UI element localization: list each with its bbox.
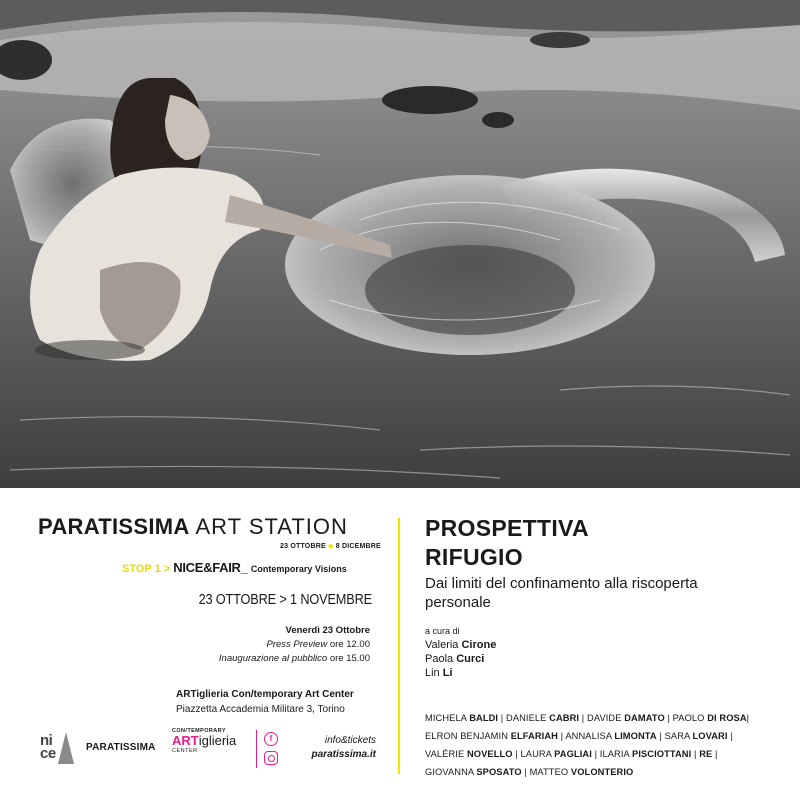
artists-line: [425, 745, 770, 763]
artist-surname: DI ROSA: [707, 713, 747, 723]
artist-separator: |: [498, 713, 506, 723]
curators-label: a cura di: [425, 626, 460, 636]
stop-heading: [122, 560, 347, 575]
artist-first-name: ILARIA: [599, 749, 633, 759]
artists-line: [425, 709, 770, 727]
venue: [176, 687, 354, 717]
tickets-label: info&tickets: [324, 735, 376, 746]
exhibition-title: [425, 514, 589, 572]
artists-line: [425, 763, 770, 781]
diamond-separator-icon: ◆: [325, 543, 336, 550]
public-opening-time: ore 15.00: [327, 653, 370, 664]
paratissima-logo: PARATISSIMA: [86, 742, 156, 753]
artist-surname: RE: [699, 749, 713, 759]
artist-first-name: DAVIDE: [587, 713, 625, 723]
season-end: 8 DICEMBRE: [335, 543, 381, 550]
artist-separator: |: [746, 713, 750, 723]
artist-first-name: ELRON BENJAMIN: [425, 731, 511, 741]
artist-surname: LIMONTA: [614, 731, 657, 741]
venue-name: ARTiglieria Con/temporary Art Center: [176, 689, 354, 700]
season-start: 23 OTTOBRE: [280, 543, 326, 550]
stop-description: Contemporary Visions: [250, 564, 347, 574]
instagram-icon[interactable]: [264, 751, 278, 765]
stop-separator: _: [240, 560, 251, 575]
artist-separator: |: [579, 713, 588, 723]
artiglieria-bottom-label: CENTER: [172, 748, 198, 754]
curator-last-name: Li: [442, 667, 453, 679]
logo-divider: [256, 730, 257, 768]
nice-logo-text: ni ce: [40, 732, 56, 762]
public-opening-label: Inaugurazione al pubblico: [218, 653, 328, 664]
press-preview-line: [219, 638, 370, 652]
social-links: [264, 732, 282, 770]
artist-first-name: VALÉRIE: [425, 749, 467, 759]
brand-name-light: ART STATION: [189, 514, 348, 539]
artiglieria-rest: iglieria: [198, 733, 237, 748]
artiglieria-top-label: CON/TEMPORARY: [172, 728, 226, 734]
artist-surname: DAMATO: [624, 713, 665, 723]
artist-first-name: PAOLO: [672, 713, 708, 723]
artist-surname: BALDI: [469, 713, 499, 723]
curator: [425, 666, 496, 680]
artist-surname: NOVELLO: [466, 749, 513, 759]
artist-separator: |: [558, 731, 566, 741]
brand-name-bold: PARATISSIMA: [38, 514, 190, 539]
artist-separator: |: [656, 731, 665, 741]
artist-first-name: MICHELA: [425, 713, 470, 723]
artist-first-name: LAURA: [520, 749, 555, 759]
artist-separator: |: [521, 767, 530, 777]
artist-surname: SPOSATO: [476, 767, 522, 777]
artist-separator: |: [591, 749, 600, 759]
column-divider: [398, 518, 400, 774]
curator: [425, 652, 496, 666]
stop-name: NICE&FAIR: [173, 560, 241, 575]
tickets-url[interactable]: paratissima.it: [311, 749, 376, 760]
artists-list: [425, 709, 770, 781]
curator-first-name: Paola: [425, 653, 457, 665]
artist-separator: |: [512, 749, 521, 759]
artist-separator: |: [691, 749, 700, 759]
artist-surname: VOLONTERIO: [570, 767, 634, 777]
stop-label: STOP 1 >: [122, 563, 174, 575]
artiglieria-logo: [172, 728, 252, 754]
event-schedule: [219, 624, 370, 666]
artist-surname: ELFARIAH: [510, 731, 558, 741]
curator-first-name: Valeria: [425, 639, 462, 651]
curator: [425, 638, 496, 652]
artist-separator: |: [727, 731, 733, 741]
artist-first-name: GIOVANNA: [425, 767, 477, 777]
artist-surname: PAGLIAI: [554, 749, 592, 759]
exhibition-title-line1: PROSPETTIVA: [425, 515, 589, 541]
facebook-icon[interactable]: f: [264, 732, 278, 746]
curators: [425, 624, 496, 680]
artist-first-name: MATTEO: [529, 767, 571, 777]
nice-logo: [36, 730, 78, 770]
exhibition-dates: 23 OTTOBRE > 1 NOVEMBRE: [198, 591, 372, 608]
artist-separator: |: [712, 749, 718, 759]
paratissima-art-station-logo: [38, 514, 348, 540]
press-preview-label: Press Preview: [266, 639, 328, 650]
curator-last-name: Cirone: [461, 639, 497, 651]
public-opening-line: [219, 652, 370, 666]
artist-first-name: ANNALISA: [565, 731, 615, 741]
artist-first-name: DANIELE: [506, 713, 550, 723]
artist-surname: LOVARI: [692, 731, 728, 741]
artiglieria-art: ART: [172, 733, 199, 748]
season-dates: [280, 542, 381, 550]
artiglieria-wordmark: [172, 734, 252, 748]
tickets-info: [312, 734, 376, 762]
partner-logos: [36, 728, 376, 772]
sail-icon: [58, 732, 74, 764]
artist-separator: |: [664, 713, 673, 723]
curator-last-name: Curci: [456, 653, 485, 665]
artist-surname: CABRI: [549, 713, 580, 723]
opening-day: Venerdì 23 Ottobre: [285, 625, 370, 636]
exhibition-title-line2: RIFUGIO: [425, 544, 523, 570]
artist-first-name: SARA: [664, 731, 693, 741]
artists-line: [425, 727, 770, 745]
venue-address: Piazzetta Accademia Militare 3, Torino: [176, 704, 345, 715]
curator-first-name: Lin: [425, 667, 443, 679]
press-preview-time: ore 12.00: [327, 639, 370, 650]
artist-surname: PISCIOTTANI: [632, 749, 692, 759]
exhibition-subtitle: Dai limiti del confinamento alla riscoperta personale: [425, 575, 698, 611]
